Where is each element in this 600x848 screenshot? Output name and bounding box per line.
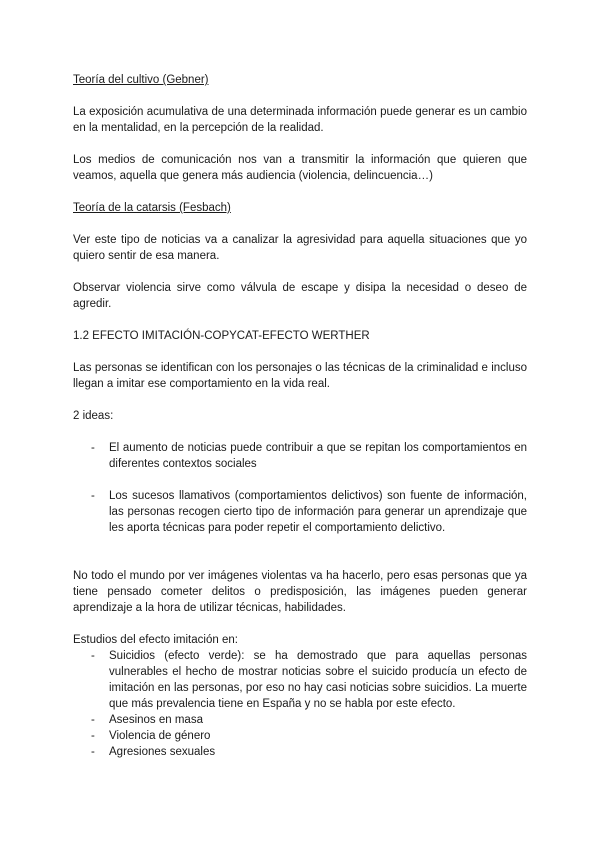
list-bullet: - <box>91 650 95 662</box>
list-bullet: - <box>91 714 95 726</box>
list-bullet: - <box>91 442 95 454</box>
imitacion-paragraph-1: Las personas se identifican con los personajes o las técnicas de la criminalidad e incluso llegan a imitar ese comportamiento en la vida real. <box>73 362 527 390</box>
catarsis-heading: Teoría de la catarsis (Fesbach) <box>73 202 231 214</box>
cultivo-paragraph-2: Los medios de comunicación nos van a transmitir la información que quieren que veamos, aquella que genera más audiencia (violencia, delincuencia…) <box>73 154 527 182</box>
idea-item-1: El aumento de noticias puede contribuir a que se repitan los comportamientos en diferentes contextos sociales <box>109 442 527 470</box>
idea-item-2: Los sucesos llamativos (comportamientos delictivos) son fuente de información, las personas recogen cierto tipo de información para generar un aprendizaje que les aporta técnicas para poder repetir el comportamiento delictivo. <box>109 490 527 534</box>
list-bullet: - <box>91 490 95 502</box>
estudio-item-asesinos: Asesinos en masa <box>109 714 203 726</box>
imitacion-paragraph-2: No todo el mundo por ver imágenes violentas va ha hacerlo, pero esas personas que ya tiene pensado cometer delitos o predisposición, las imágenes pueden generar aprendizaje a la hora de utilizar técnicas, habilidades. <box>73 570 527 614</box>
estudio-item-agresiones: Agresiones sexuales <box>109 746 216 758</box>
cultivo-heading: Teoría del cultivo (Gebner) <box>73 74 209 86</box>
cultivo-paragraph-1: La exposición acumulativa de una determinada información puede generar es un cambio en la mentalidad, en la percepción de la realidad. <box>73 106 527 134</box>
list-bullet: - <box>91 746 95 758</box>
ideas-label: 2 ideas: <box>73 410 114 422</box>
estudio-item-violencia: Violencia de género <box>109 730 211 742</box>
estudio-item-suicidios: Suicidios (efecto verde): se ha demostrado que para aquellas personas vulnerables el hecho de mostrar noticias sobre el suicido producía un efecto de imitación en las personas, por eso no hay casi noticias sobre suicidios. La muerte que más prevalencia tiene en España y no se habla por este efecto. <box>109 650 527 710</box>
estudios-label: Estudios del efecto imitación en: <box>73 634 238 646</box>
imitacion-heading: 1.2 EFECTO IMITACIÓN-COPYCAT-EFECTO WERTHER <box>73 330 370 342</box>
catarsis-paragraph-1: Ver este tipo de noticias va a canalizar la agresividad para aquella situaciones que yo quiero sentir de esa manera. <box>73 234 527 262</box>
catarsis-paragraph-2: Observar violencia sirve como válvula de escape y disipa la necesidad o deseo de agredir. <box>73 282 527 310</box>
list-bullet: - <box>91 730 95 742</box>
